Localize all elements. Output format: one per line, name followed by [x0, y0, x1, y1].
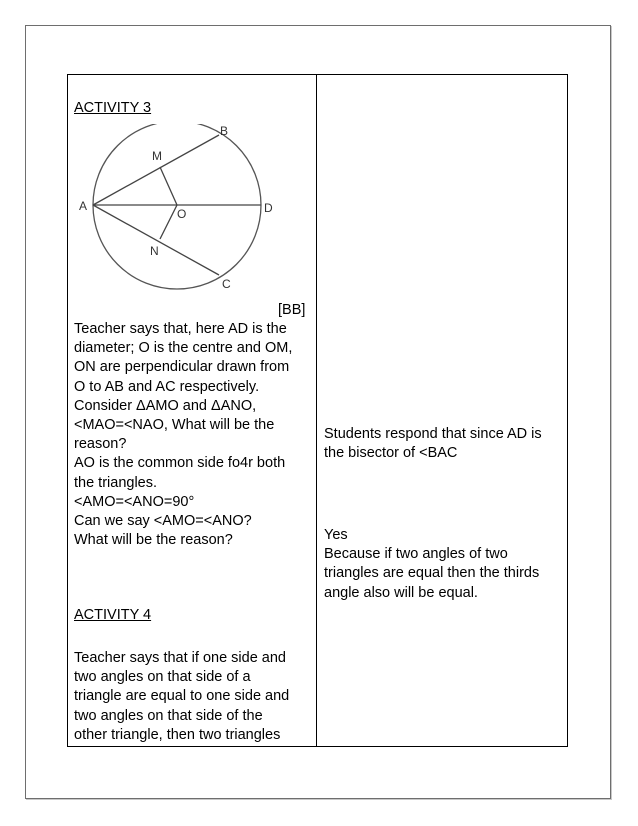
chord-ab — [93, 135, 219, 205]
label-b: B — [220, 124, 229, 138]
activity-3-teacher-text: Teacher says that, here AD is the diameter; O is the centre and OM, ON are perpendicular drawn from O to AB and AC respectively. Consider ΔAMO and ΔANO, <MAO=<NAO, What will be the reason? AO is the common side fo4r both the triangles. <AMO=<ANO=90° Can we say <AMO=<ANO? What will be the reason? — [74, 321, 293, 549]
activity-3-heading: ACTIVITY 3 — [74, 100, 152, 116]
label-o: O — [177, 207, 187, 221]
circle-diagram — [74, 124, 274, 294]
column-divider — [316, 74, 317, 747]
label-n: N — [150, 244, 159, 258]
board-tag: [BB] — [278, 302, 306, 318]
label-c: C — [222, 277, 231, 291]
label-m: M — [152, 149, 162, 163]
student-response-1: Students respond that since AD is the bisector of <BAC — [324, 426, 542, 462]
label-d: D — [264, 201, 273, 215]
chord-ac — [93, 205, 219, 275]
segment-on — [160, 205, 177, 239]
label-a: A — [79, 199, 88, 213]
segment-om — [160, 167, 177, 205]
activity-4-heading: ACTIVITY 4 — [74, 607, 152, 623]
activity-4-teacher-text: Teacher says that if one side and two angles on that side of a triangle are equal to one side and two angles on that side of the other triangle, then two triangles — [74, 650, 290, 743]
student-response-2: Yes Because if two angles of two triangles are equal then the thirds angle also will be equal. — [324, 527, 540, 601]
